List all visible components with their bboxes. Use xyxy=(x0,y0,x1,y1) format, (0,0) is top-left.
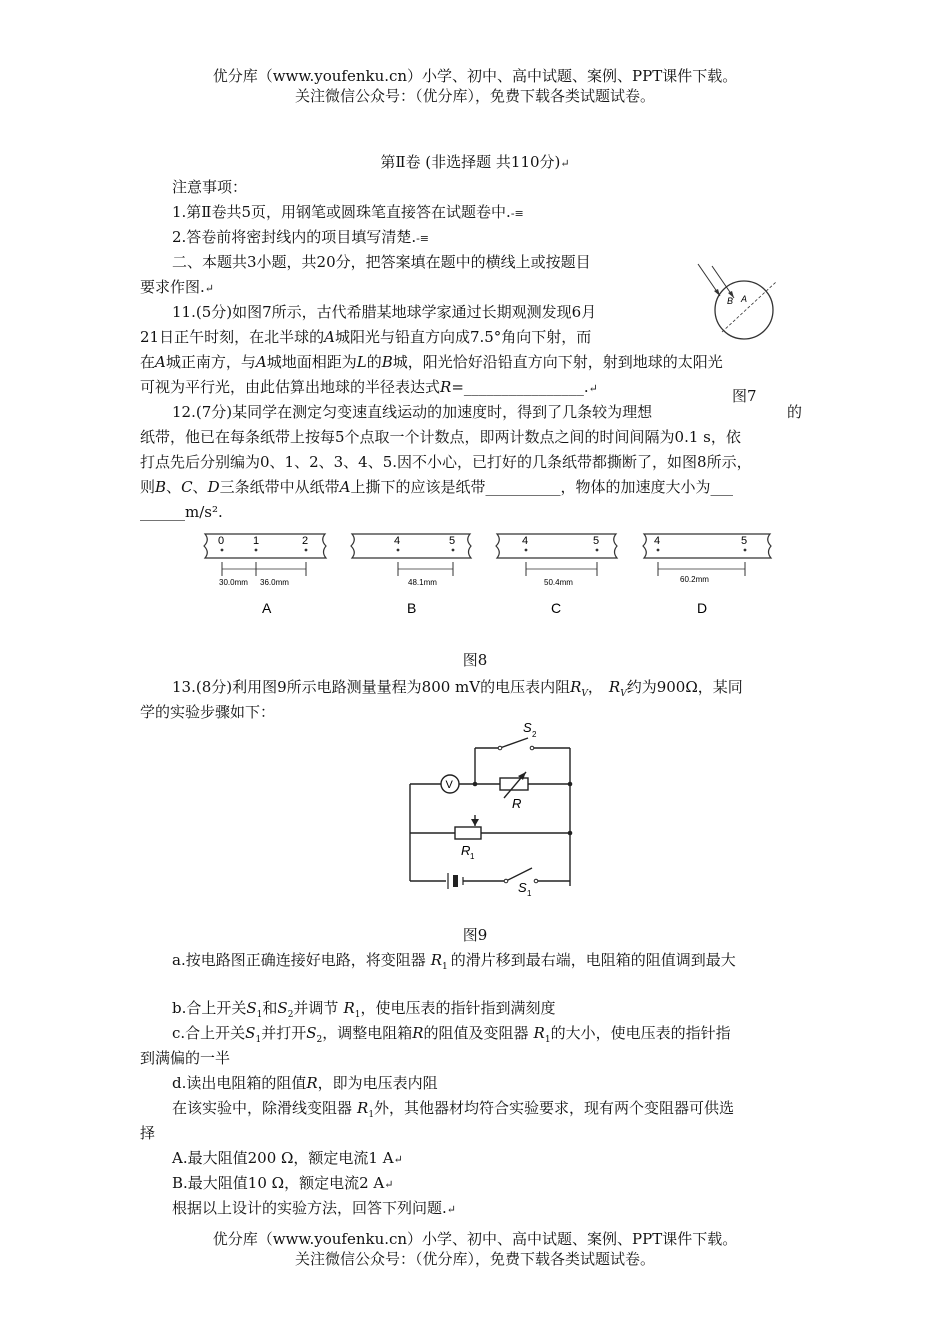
r-symbol: R xyxy=(306,1074,318,1092)
step-c-text: c.合上开关 xyxy=(172,1024,246,1042)
step-c xyxy=(172,1023,731,1050)
tape-b-mark: 5 xyxy=(449,535,456,547)
tape-c-label: C xyxy=(551,600,562,616)
s2-symbol: S xyxy=(306,1024,317,1042)
step-c-cont: 到满偏的一半 xyxy=(140,1049,231,1067)
tape-c-distance: 50.4mm xyxy=(544,578,573,587)
part2-line-2 xyxy=(140,277,214,299)
tape-b-ref: B xyxy=(155,478,167,496)
return-mark: ↵ xyxy=(560,157,570,170)
step-c-text: 并打开 xyxy=(261,1024,307,1042)
selection-text: 外，其他器材均符合实验要求，现有两个变阻器可供选 xyxy=(374,1099,735,1117)
s2-subscript: 2 xyxy=(287,1010,294,1020)
figure-9-caption: 图9 xyxy=(462,926,488,944)
figure-7-caption: 图7 xyxy=(732,387,757,405)
s2-subscript: 2 xyxy=(316,1035,323,1045)
section-title-text: 第Ⅱ卷 (非选择题 共110分) xyxy=(380,153,561,171)
tape-c xyxy=(496,534,617,616)
s1-subscript: 1 xyxy=(256,1010,263,1020)
q11-text: 城阳光与铅直方向成7.5°角向下射，而 xyxy=(334,328,592,346)
q12-line-5: ______m/s². xyxy=(140,503,223,521)
q13-line-1 xyxy=(172,677,743,704)
s1-subscript: 1 xyxy=(527,889,532,898)
figure-8-caption: 图8 xyxy=(462,651,488,669)
rv-subscript: V xyxy=(620,689,627,699)
para-mark: -≡ xyxy=(510,207,524,220)
r1-label: R xyxy=(461,843,471,858)
return-mark: ↵ xyxy=(384,1178,394,1191)
header-line-2: 关注微信公众号：（优分库），免费下载各类试题试卷。 xyxy=(294,87,655,105)
s2-symbol: S xyxy=(277,999,288,1017)
q13-text: 13.(8分)利用图9所示电路测量量程为800 mV的电压表内阻 xyxy=(172,678,571,696)
step-b-text: 并调节 xyxy=(293,999,339,1017)
tape-a-mark: 1 xyxy=(253,535,260,547)
r1-symbol: R xyxy=(343,999,355,1017)
tape-d-distance: 60.2mm xyxy=(680,575,709,584)
q13-text: 约为900Ω，某同 xyxy=(626,678,743,696)
tape-b-mark: 4 xyxy=(394,535,401,547)
footer-line-2: 关注微信公众号：（优分库），免费下载各类试题试卷。 xyxy=(294,1250,655,1268)
city-a: A xyxy=(155,353,166,371)
tape-d-label: D xyxy=(697,600,708,616)
tape-b-distance: 48.1mm xyxy=(408,578,437,587)
s1-subscript: 1 xyxy=(255,1035,262,1045)
r1-subscript: 1 xyxy=(368,1110,375,1120)
tape-a-ref: A xyxy=(339,478,351,496)
radius-r: R xyxy=(440,378,452,396)
footer-line-1: 优分库（www.youfenku.cn）小学、初中、高中试题、案例、PPT课件下载。 xyxy=(212,1230,738,1248)
step-a xyxy=(172,950,736,977)
rv-symbol: R xyxy=(608,678,621,696)
final-text: 根据以上设计的实验方法，回答下列问题. xyxy=(172,1199,447,1217)
step-c-text: ，调整电阻箱 xyxy=(322,1024,413,1042)
para-mark: -≡ xyxy=(416,232,430,245)
q12-text: 、 xyxy=(166,478,182,496)
q11-text: 21日正午时刻，在北半球的 xyxy=(140,328,325,346)
city-b: B xyxy=(381,353,393,371)
selection-line-1 xyxy=(172,1098,734,1125)
tape-d xyxy=(643,534,771,616)
q12-line-4 xyxy=(140,477,733,497)
s1-symbol: S xyxy=(245,1024,256,1042)
tape-b-label: B xyxy=(407,600,417,616)
note-1-text: 1.第Ⅱ卷共5页，用钢笔或圆珠笔直接答在试题卷中. xyxy=(172,203,511,221)
note-1 xyxy=(172,202,524,224)
q12-text: 上撕下的应该是纸带__________，物体的加速度大小为___ xyxy=(350,478,733,496)
q11-line-3 xyxy=(140,352,723,372)
r1-symbol: R xyxy=(533,1024,545,1042)
part2-line-1: 二、本题共3小题，共20分，把答案填在题中的横线上或按题目 xyxy=(172,253,591,271)
tape-d-mark: 4 xyxy=(654,535,661,547)
return-mark: ↵ xyxy=(204,282,214,295)
return-mark: ↵ xyxy=(588,382,598,395)
q12-text: 则 xyxy=(140,478,156,496)
city-a: A xyxy=(324,328,335,346)
section-title xyxy=(0,152,950,174)
q12-line-3: 打点先后分别编为0、1、2、3、4、5.因不小心，已打好的几条纸带都撕断了，如图8所示， xyxy=(140,453,752,471)
option-a-text: A.最大阻值200 Ω，额定电流1 A xyxy=(172,1149,394,1167)
city-a: A xyxy=(255,353,267,371)
q11-text: 城，阳光恰好沿铅直方向下射，射到地球的太阳光 xyxy=(392,353,723,371)
step-c-text: 的大小，使电压表的指针指 xyxy=(550,1024,731,1042)
selection-text: 在该实验中，除滑线变阻器 xyxy=(172,1099,353,1117)
tape-c-mark: 4 xyxy=(522,535,529,547)
step-b xyxy=(172,998,555,1025)
r1-subscript: 1 xyxy=(442,962,448,972)
r-label: R xyxy=(512,796,522,811)
tape-b xyxy=(351,534,471,616)
tape-d-ref: D xyxy=(207,478,220,496)
r1-subscript: 1 xyxy=(354,1010,361,1020)
q11-text: 可视为平行光，由此估算出地球的半径表达式 xyxy=(140,378,441,396)
step-c-text: 的阻值及变阻器 xyxy=(423,1024,529,1042)
tape-c-mark: 5 xyxy=(593,535,600,547)
option-b-text: B.最大阻值10 Ω，额定电流2 A xyxy=(172,1174,385,1192)
q11-text: 城地面相距为 xyxy=(266,353,357,371)
q11-text: 在 xyxy=(140,353,156,371)
r-symbol: R xyxy=(412,1024,424,1042)
s2-subscript: 2 xyxy=(532,730,537,739)
tape-a-distance: 36.0mm xyxy=(260,578,289,587)
q11-line-4 xyxy=(140,377,598,399)
figure-8-tapes xyxy=(200,530,780,620)
selection-line-2: 择 xyxy=(140,1124,156,1142)
q11-line-1: 11.(5分)如图7所示，古代希腊某地球学家通过长期观测发现6月 xyxy=(172,303,597,321)
step-a-text: a.按电路图正确连接好电路，将变阻器 xyxy=(172,951,426,969)
return-mark: ↵ xyxy=(446,1203,456,1216)
q12-line-1-end: 的 xyxy=(787,403,803,421)
svg-text:B: B xyxy=(727,296,734,306)
answer-blank: =________________. xyxy=(451,378,589,396)
final-line xyxy=(172,1198,456,1220)
r1-subscript: 1 xyxy=(470,852,475,861)
option-b xyxy=(172,1173,393,1195)
tape-a-distance: 30.0mm xyxy=(219,578,248,587)
q12-text: 、 xyxy=(192,478,208,496)
header-line-1: 优分库（www.youfenku.cn）小学、初中、高中试题、案例、PPT课件下载。 xyxy=(212,67,738,85)
tape-a xyxy=(204,534,326,616)
q11-line-2 xyxy=(140,327,591,347)
tape-a-mark: 2 xyxy=(302,535,309,547)
step-b-text: 和 xyxy=(262,999,278,1017)
s2-label: S xyxy=(523,720,532,735)
q12-text: 三条纸带中从纸带 xyxy=(219,478,340,496)
step-d-text: ，即为电压表内阻 xyxy=(317,1074,438,1092)
figure-7-earth xyxy=(690,262,780,342)
q13-text: ， xyxy=(587,678,603,696)
tape-d-mark: 5 xyxy=(741,535,748,547)
distance-l: L xyxy=(356,353,367,371)
q11-text: 城正南方，与 xyxy=(165,353,256,371)
r1-symbol: R xyxy=(357,1099,369,1117)
part2-line-2-text: 要求作图. xyxy=(140,278,205,296)
q12-line-2: 纸带，他已在每条纸带上按每5个点取一个计数点，即两计数点之间的时间间隔为0.1 s，依 xyxy=(140,428,741,446)
tape-a-mark: 0 xyxy=(218,535,225,547)
tape-a-label: A xyxy=(262,600,272,616)
rv-subscript: V xyxy=(581,689,588,699)
voltmeter-label: V xyxy=(445,779,453,791)
q11-text: 的 xyxy=(366,353,382,371)
note-2-text: 2.答卷前将密封线内的项目填写清楚. xyxy=(172,228,417,246)
step-b-text: ，使电压表的指针指到满刻度 xyxy=(360,999,556,1017)
s1-symbol: S xyxy=(246,999,257,1017)
figure-9-circuit xyxy=(400,718,580,898)
step-b-text: b.合上开关 xyxy=(172,999,247,1017)
r1-subscript: 1 xyxy=(544,1035,551,1045)
rv-symbol: R xyxy=(570,678,582,696)
q13-line-2: 学的实验步骤如下： xyxy=(140,703,276,721)
step-d-text: d.读出电阻箱的阻值 xyxy=(172,1074,307,1092)
note-2 xyxy=(172,227,429,249)
svg-text:A: A xyxy=(741,294,748,304)
step-a-text: 的滑片移到最右端，电阻箱的阻值调到最大 xyxy=(450,951,736,969)
return-mark: ↵ xyxy=(393,1153,403,1166)
s1-label: S xyxy=(518,880,527,895)
tape-c-ref: C xyxy=(181,478,193,496)
step-d xyxy=(172,1073,438,1093)
q12-line-1: 12.(7分)某同学在测定匀变速直线运动的加速度时，得到了几条较为理想 xyxy=(172,403,653,421)
r1-symbol: R xyxy=(430,951,443,969)
notes-heading: 注意事项： xyxy=(172,178,248,196)
option-a xyxy=(172,1148,403,1170)
